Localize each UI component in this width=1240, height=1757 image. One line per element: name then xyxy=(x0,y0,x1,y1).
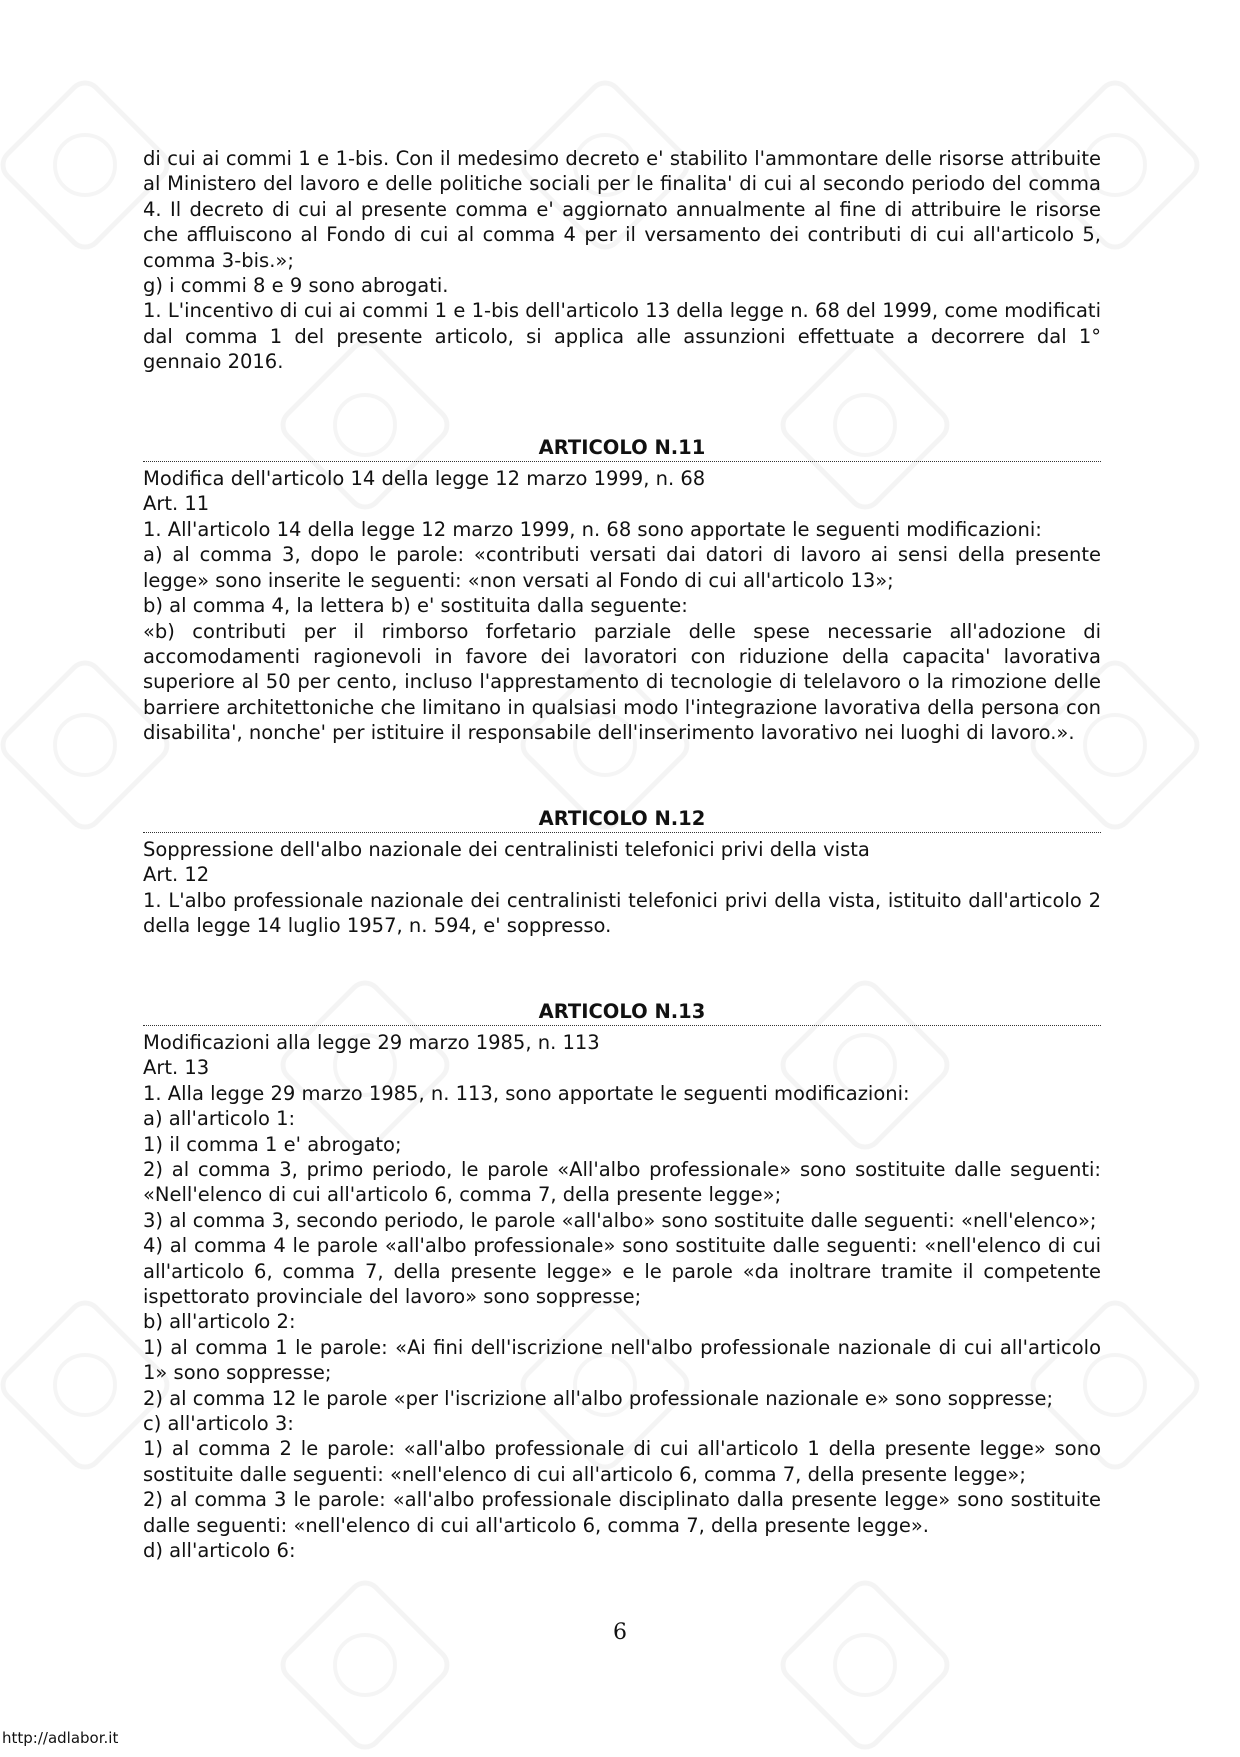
article-subtitle: Soppressione dell'albo nazionale dei centralinisti telefonici privi della vista xyxy=(143,837,870,861)
paragraph: b) all'articolo 2: xyxy=(143,1310,296,1334)
paragraph: b) al comma 4, la lettera b) e' sostituita dalla seguente: xyxy=(143,594,688,618)
paragraph: c) all'articolo 3: xyxy=(143,1412,294,1436)
watermark-logo xyxy=(273,1573,457,1757)
paragraph: 1) il comma 1 e' abrogato; xyxy=(143,1132,402,1156)
article-label: Art. 12 xyxy=(143,863,210,887)
paragraph: 1. L'incentivo di cui ai commi 1 e 1-bis dell'articolo 13 della legge n. 68 del 1999, come modificati dal comma 1 del presente articolo, si applica alle assunzioni effettuate a decorrere dal 1° gennaio 2016. xyxy=(143,299,1101,374)
article-label: Art. 11 xyxy=(143,492,210,516)
paragraph: 1. All'articolo 14 della legge 12 marzo 1999, n. 68 sono apportate le seguenti modificazioni: xyxy=(143,517,1042,541)
article-subtitle: Modificazioni alla legge 29 marzo 1985, n. 113 xyxy=(143,1030,600,1054)
paragraph: 2) al comma 12 le parole «per l'iscrizione all'albo professionale nazionale e» sono soppresse; xyxy=(143,1386,1054,1410)
article-heading: ARTICOLO N.13 xyxy=(143,999,1101,1026)
footer-url: http://adlabor.it xyxy=(2,1729,119,1747)
paragraph: 2) al comma 3 le parole: «all'albo professionale disciplinato dalla presente legge» sono sostituite dalle seguenti: «nell'elenco di cui all'articolo 6, comma 7, della presente legge». xyxy=(143,1488,1101,1537)
document-body xyxy=(143,146,1101,1564)
paragraph: 4) al comma 4 le parole «all'albo professionale» sono sostituite dalle seguenti: «nell'elenco di cui all'articolo 6, comma 7, della presente legge» e le parole «da inoltrare tramite il competente ispettorato provinciale del lavoro» sono soppresse; xyxy=(143,1234,1101,1309)
intro-block xyxy=(143,146,1101,375)
article-label: Art. 13 xyxy=(143,1056,210,1080)
article-11 xyxy=(143,435,1101,746)
paragraph: g) i commi 8 e 9 sono abrogati. xyxy=(143,274,449,298)
paragraph: d) all'articolo 6: xyxy=(143,1539,296,1563)
paragraph: a) all'articolo 1: xyxy=(143,1107,296,1131)
paragraph: 1. L'albo professionale nazionale dei centralinisti telefonici privi della vista, istituito dall'articolo 2 della legge 14 luglio 1957, n. 594, e' soppresso. xyxy=(143,888,1101,938)
page-number: 6 xyxy=(613,1620,627,1645)
paragraph: 1) al comma 2 le parole: «all'albo professionale di cui all'articolo 1 della presente legge» sono sostituite dalle seguenti: «nell'elenco di cui all'articolo 6, comma 7, della presente legge»; xyxy=(143,1437,1101,1486)
paragraph: 3) al comma 3, secondo periodo, le parole «all'albo» sono sostituite dalle seguenti: «nell'elenco»; xyxy=(143,1208,1097,1232)
article-13 xyxy=(143,999,1101,1564)
article-subtitle: Modifica dell'articolo 14 della legge 12 marzo 1999, n. 68 xyxy=(143,467,706,491)
paragraph: di cui ai commi 1 e 1-bis. Con il medesimo decreto e' stabilito l'ammontare delle risorse attribuite al Ministero del lavoro e delle politiche sociali per le finalita' di cui al secondo periodo del comma 4. Il decreto di cui al presente comma e' aggiornato annualmente al fine di attribuire le risorse che affluiscono al Fondo di cui al comma 4 per il versamento dei contributi di cui all'articolo 5, comma 3-bis.»; xyxy=(143,147,1101,272)
article-heading: ARTICOLO N.11 xyxy=(143,435,1101,462)
paragraph: a) al comma 3, dopo le parole: «contributi versati dai datori di lavoro ai sensi della presente legge» sono inserite le seguenti: «non versati al Fondo di cui all'articolo 13»; xyxy=(143,543,1101,592)
article-heading: ARTICOLO N.12 xyxy=(143,806,1101,833)
paragraph: 1) al comma 1 le parole: «Ai fini dell'iscrizione nell'albo professionale nazionale di cui all'articolo 1» sono soppresse; xyxy=(143,1335,1101,1385)
paragraph: 1. Alla legge 29 marzo 1985, n. 113, sono apportate le seguenti modificazioni: xyxy=(143,1081,910,1105)
paragraph: «b) contributi per il rimborso forfetario parziale delle spese necessarie all'adozione di accomodamenti ragionevoli in favore dei lavoratori con riduzione della capacita' lavorativa superiore al 50 per cento, incluso l'apprestamento di tecnologie di telelavoro o la rimozione delle barriere architettoniche che limitano in qualsiasi modo l'integrazione lavorativa della persona con disabilita', nonche' per istituire il responsabile dell'inserimento lavorativo nei luoghi di lavoro.». xyxy=(143,619,1101,745)
article-12 xyxy=(143,806,1101,939)
paragraph: 2) al comma 3, primo periodo, le parole «All'albo professionale» sono sostituite dalle seguenti: «Nell'elenco di cui all'articolo 6, comma 7, della presente legge»; xyxy=(143,1158,1101,1207)
watermark-logo xyxy=(773,1573,957,1757)
